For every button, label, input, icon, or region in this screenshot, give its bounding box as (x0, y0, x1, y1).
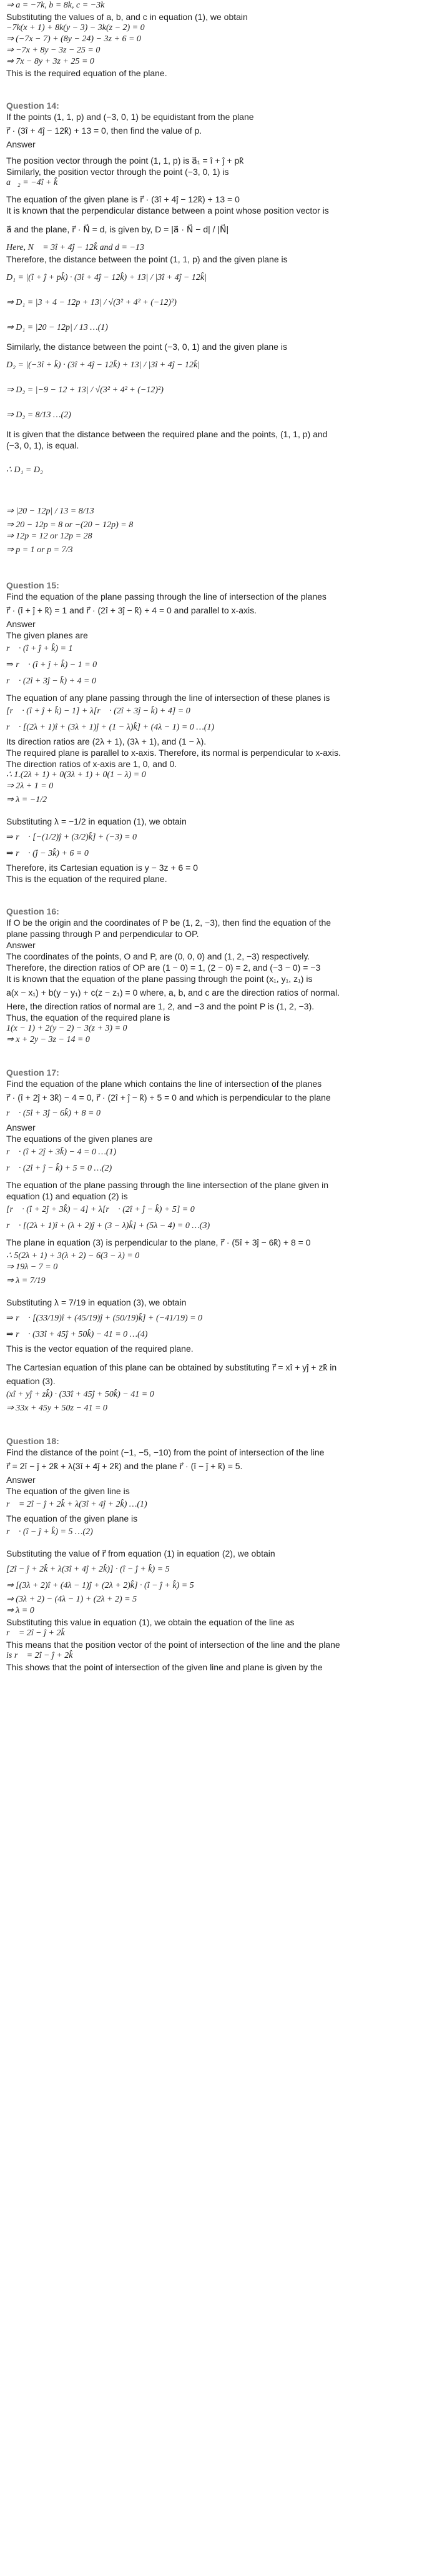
intro-solution (6, 0, 431, 79)
question-text: Find the distance of the point (−1, −5, −10) from the point of intersection of the line (6, 1447, 325, 1457)
text-line: Substituting λ = 7/19 in equation (3), we obtain (6, 1297, 187, 1307)
text-line: It is known that the perpendicular distance between a point whose position vector is (6, 206, 329, 215)
question-16 (6, 906, 431, 1046)
text-line: Here, the direction ratios of normal are 1, 2, and −3 and the point P is (1, 2, −3). (6, 1001, 315, 1011)
question-text: plane passing through P and perpendicular to OP. (6, 929, 199, 939)
answer-label: Answer (6, 1475, 36, 1485)
text-line: The equation of the plane passing through the line intersection of the plane given in (6, 1180, 329, 1190)
text-line: Similarly, the distance between the point (−3, 0, 1) and the given plane is (6, 342, 287, 352)
text-line: The equation of the given plane is r⃗ · (3î + 4ĵ − 12k̂) + 13 = 0 (6, 194, 240, 204)
question-text: r⃗ · (î + ĵ + k̂) = 1 and r⃗ · (2î + 3ĵ − k̂) + 4 = 0 and parallel to x-axis. (6, 605, 257, 615)
formula: r⃗ · (î + 2ĵ + 3k̂) − 4 = 0 …(1) (6, 1147, 117, 1157)
formula: ⇒ x + 2y − 3z − 14 = 0 (6, 1035, 90, 1044)
question-title: Question 14: (6, 101, 59, 111)
text-line: This is the vector equation of the required plane. (6, 1344, 194, 1354)
text-line: equation (1) and equation (2) is (6, 1191, 128, 1201)
text-line: The equations of the given planes are (6, 1134, 153, 1144)
text-line: Thus, the equation of the required plane is (6, 1013, 170, 1023)
text-line: The equation of any plane passing through the line of intersection of these planes is (6, 693, 330, 703)
formula: ⇒ 19λ − 7 = 0 (6, 1262, 58, 1272)
text-line: ⇒ a = −7k, b = 8k, c = −3k (6, 1, 105, 10)
text-line: Its direction ratios are (2λ + 1), (3λ + 1), and (1 − λ). (6, 736, 207, 746)
question-title: Question 17: (6, 1068, 59, 1077)
text-line: Therefore, the direction ratios of OP are (1 − 0) = 1, (2 − 0) = 2, and (−3 − 0) = −3 (6, 963, 321, 973)
text-line: Substituting the values of a, b, and c in equation (1), we obtain (6, 12, 248, 22)
answer-label: Answer (6, 139, 36, 149)
question-text: If the points (1, 1, p) and (−3, 0, 1) be equidistant from the plane (6, 112, 254, 122)
text-line: Substituting λ = −1/2 in equation (1), we obtain (6, 816, 187, 826)
text-line: Substituting this value in equation (1), we obtain the equation of the line as (6, 1617, 295, 1627)
formula: ⇒ r⃗ · (33î + 45ĵ + 50k̂) − 41 = 0 …(4) (6, 1330, 148, 1339)
text-line: The position vector through the point (1, 1, p) is a⃗₁ = î + ĵ + pk̂ (6, 156, 244, 166)
formula: ⇒ D₁ = |20 − 12p| / 13 …(1) (6, 323, 108, 332)
text-line: equation (3). (6, 1376, 56, 1386)
question-title: Question 18: (6, 1436, 59, 1446)
question-text: Find the equation of the plane which contains the line of intersection of the planes (6, 1079, 322, 1089)
text-line: Similarly, the position vector through the point (−3, 0, 1) is (6, 167, 229, 177)
formula: r⃗ = 2î − ĵ + 2k̂ (6, 1628, 65, 1638)
formula: r⃗ · [(2λ + 1)î + (3λ + 1)ĵ + (1 − λ)k̂] + (4λ − 1) = 0 …(1) (6, 723, 215, 732)
formula: r⃗ · (î + ĵ + k̂) = 1 (6, 644, 73, 653)
question-text: r⃗ = 2î − ĵ + 2k̂ + λ(3î + 4ĵ + 2k̂) and the plane r⃗ · (î − ĵ + k̂) = 5. (6, 1461, 243, 1471)
formula: ⇒ [(3λ + 2)î + (4λ − 1)ĵ + (2λ + 2)k̂] · (î − ĵ + k̂) = 5 (6, 1581, 194, 1590)
formula: [r⃗ · (î + ĵ + k̂) − 1] + λ[r⃗ · (2î + 3ĵ − k̂) + 4] = 0 (6, 706, 190, 716)
formula: ∴ 5(2λ + 1) + 3(λ + 2) − 6(3 − λ) = 0 (6, 1251, 140, 1261)
question-text: r⃗ · (5î + 3ĵ − 6k̂) + 8 = 0 (6, 1109, 101, 1118)
formula: 1(x − 1) + 2(y − 2) − 3(z + 3) = 0 (6, 1024, 127, 1033)
formula: r⃗ · (î − ĵ + k̂) = 5 …(2) (6, 1527, 93, 1537)
formula: r⃗ · (2î + ĵ − k̂) + 5 = 0 …(2) (6, 1164, 112, 1173)
text-line: ⇒ 7x − 8y + 3z + 25 = 0 (6, 57, 94, 66)
text-line: a⃗ and the plane, r⃗ · N⃗ = d, is given by, D = |a⃗ · N⃗ − d| / |N⃗| (6, 224, 229, 234)
formula: [2î − ĵ + 2k̂ + λ(3î + 4ĵ + 2k̂)] · (î − ĵ + k̂) = 5 (6, 1565, 170, 1574)
text-line: This means that the position vector of the point of intersection of the line and the plane (6, 1640, 340, 1650)
text-line: a(x − x₁) + b(y − y₁) + c(z − z₁) = 0 where, a, b, and c are the direction ratios of normal. (6, 988, 340, 998)
text-line: This is the required equation of the plane. (6, 68, 167, 78)
formula: is r⃗ = 2î − ĵ + 2k̂ (6, 1651, 73, 1660)
question-title: Question 16: (6, 906, 59, 916)
text-line: This shows that the point of intersection of the given line and plane is given by the (6, 1662, 323, 1672)
answer-label: Answer (6, 619, 36, 629)
formula: ⇒ r⃗ · [(33/19)î + (45/19)ĵ + (50/19)k̂] + (−41/19) = 0 (6, 1314, 203, 1323)
formula: ⇒ |20 − 12p| / 13 = 8/13 (6, 507, 94, 516)
formula: ⇒ D₁ = |3 + 4 − 12p + 13| / √(3² + 4² + (−12)²) (6, 298, 177, 307)
formula: ⇒ D₂ = 8/13 …(2) (6, 410, 71, 420)
formula: ⇒ r⃗ · (ĵ − 3k̂) + 6 = 0 (6, 849, 89, 858)
text-line: The equation of the given plane is (6, 1513, 138, 1523)
text-line: a⃗₂ = −4î + k̂ (6, 178, 58, 187)
formula: r⃗ = 2î − ĵ + 2k̂ + λ(3î + 4ĵ + 2k̂) …(1) (6, 1500, 147, 1509)
text-line: (−3, 0, 1), is equal. (6, 440, 79, 450)
formula: r⃗ · [(2λ + 1)î + (λ + 2)ĵ + (3 − λ)k̂] + (5λ − 4) = 0 …(3) (6, 1221, 210, 1231)
question-18 (6, 1435, 431, 1673)
text-line: The equation of the given line is (6, 1486, 130, 1496)
question-text: r⃗ · (3î + 4ĵ − 12k̂) + 13 = 0, then find the value of p. (6, 126, 202, 136)
question-14 (6, 100, 431, 558)
text-line: −7k(x + 1) + 8k(y − 3) − 3k(z − 2) = 0 (6, 23, 145, 32)
question-15 (6, 580, 431, 884)
formula: ⇒ r⃗ · (î + ĵ + k̂) − 1 = 0 (6, 660, 97, 670)
text-line: Substituting the value of r⃗ from equation (1) in equation (2), we obtain (6, 1548, 275, 1558)
text-line: ∴ D₁ = D₂ (6, 465, 43, 475)
formula: ⇒ 33x + 45y + 50z − 41 = 0 (6, 1404, 107, 1413)
formula: ⇒ D₂ = |−9 − 12 + 13| / √(3² + 4² + (−12)²) (6, 385, 164, 395)
formula: (xî + yĵ + zk̂) · (33î + 45ĵ + 50k̂) − 41 = 0 (6, 1390, 154, 1399)
formula: ⇒ p = 1 or p = 7/3 (6, 545, 73, 555)
text-line: The Cartesian equation of this plane can be obtained by substituting r⃗ = xî + yĵ + zk̂ in (6, 1362, 337, 1372)
formula: ⇒ λ = 7/19 (6, 1276, 46, 1286)
formula: ⇒ 2λ + 1 = 0 (6, 781, 54, 791)
formula: r⃗ · (2î + 3ĵ − k̂) + 4 = 0 (6, 676, 96, 686)
text-line: It is given that the distance between the required plane and the points, (1, 1, p) and (6, 429, 328, 439)
formula: ⇒ r⃗ · [−(1/2)ĵ + (3/2)k̂] + (−3) = 0 (6, 833, 137, 842)
question-17 (6, 1067, 431, 1414)
formula: D₁ = |(î + ĵ + pk̂) · (3î + 4ĵ − 12k̂) + 13| / |3î + 4ĵ − 12k̂| (6, 273, 207, 282)
text-line: Here, N⃗ = 3î + 4ĵ − 12k̂ and d = −13 (6, 243, 144, 252)
formula: ⇒ λ = −1/2 (6, 795, 47, 805)
text-line: The required plane is parallel to x-axis. Therefore, its normal is perpendicular to x-axis. (6, 748, 341, 758)
text-line: ⇒ (−7x − 7) + (8y − 24) − 3z + 6 = 0 (6, 34, 141, 44)
formula: ∴ 1.(2λ + 1) + 0(3λ + 1) + 0(1 − λ) = 0 (6, 770, 146, 780)
formula: [r⃗ · (î + 2ĵ + 3k̂) − 4] + λ[r⃗ · (2î + ĵ − k̂) + 5] = 0 (6, 1205, 195, 1214)
answer-label: Answer (6, 1122, 36, 1132)
text-line: The given planes are (6, 630, 88, 640)
text-line: Therefore, the distance between the point (1, 1, p) and the given plane is (6, 254, 288, 264)
formula: ⇒ 12p = 12 or 12p = 28 (6, 532, 92, 541)
answer-label: Answer (6, 940, 36, 950)
question-text: If O be the origin and the coordinates of P be (1, 2, −3), then find the equation of the (6, 918, 331, 928)
formula: ⇒ λ = 0 (6, 1606, 34, 1615)
question-title: Question 15: (6, 580, 59, 590)
question-text: Find the equation of the plane passing through the line of intersection of the planes (6, 592, 327, 602)
formula: ⇒ (3λ + 2) − (4λ − 1) + (2λ + 2) = 5 (6, 1595, 137, 1604)
text-line: This is the equation of the required plane. (6, 874, 167, 884)
text-line: It is known that the equation of the plane passing through the point (x₁, y₁, z₁) is (6, 974, 313, 984)
text-line: Therefore, its Cartesian equation is y − 3z + 6 = 0 (6, 863, 199, 873)
text-line: ⇒ −7x + 8y − 3z − 25 = 0 (6, 46, 101, 55)
text-line: The direction ratios of x-axis are 1, 0, and 0. (6, 759, 177, 769)
text-line: The plane in equation (3) is perpendicular to the plane, r⃗ · (5î + 3ĵ − 6k̂) + 8 = 0 (6, 1237, 311, 1247)
text-line: The coordinates of the points, O and P, are (0, 0, 0) and (1, 2, −3) respectively. (6, 951, 310, 961)
formula: ⇒ 20 − 12p = 8 or −(20 − 12p) = 8 (6, 520, 134, 530)
formula: D₂ = |(−3î + k̂) · (3î + 4ĵ − 12k̂) + 13| / |3î + 4ĵ − 12k̂| (6, 360, 200, 370)
question-text: r⃗ · (î + 2ĵ + 3k̂) − 4 = 0, r⃗ · (2î + ĵ − k̂) + 5 = 0 and which is perpendicular to the plane (6, 1092, 331, 1102)
